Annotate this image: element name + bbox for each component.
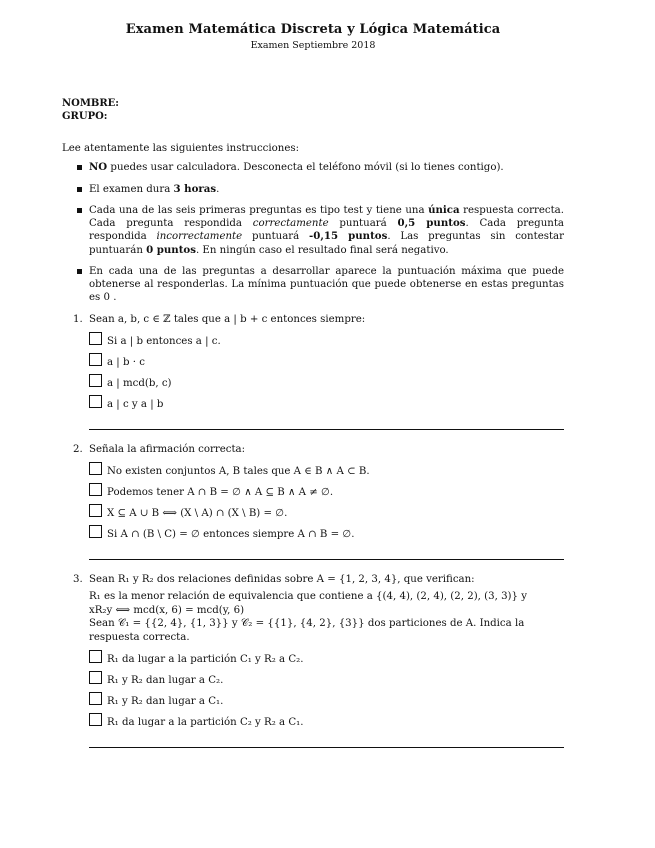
instruction-bold: -0,15 puntos bbox=[309, 230, 388, 243]
instruction-text: . En ningún caso el resultado final será negativo. bbox=[195, 244, 449, 256]
answer-checkbox[interactable] bbox=[89, 504, 102, 517]
name-label: NOMBRE: bbox=[62, 98, 119, 110]
instruction-text: puntuará bbox=[242, 231, 310, 243]
answer-option[interactable] bbox=[89, 528, 564, 542]
answer-label: R₁ y R₂ dan lugar a C₂. bbox=[107, 675, 224, 687]
answer-label: a | mcd(b, c) bbox=[107, 377, 172, 389]
question-text: Señala la afirmación correcta: bbox=[89, 443, 246, 455]
instruction-text: puntuará bbox=[328, 218, 398, 230]
answer-checkbox[interactable] bbox=[89, 462, 102, 475]
relation-r1: R₁ es la menor relación de equivalencia que contiene a {(4, 4), (2, 4), (2, 2), (3, 3)} y bbox=[89, 591, 528, 603]
instruction-text: En cada una de las preguntas a desarrollar aparece la puntuación máxima que puede obtenerse al responderlas. La mínima puntuación que puede obtenerse en estas preguntas es 0 . bbox=[89, 265, 564, 304]
instruction-item bbox=[62, 265, 564, 305]
answer-label: R₁ da lugar a la partición C₁ y R₂ a C₂. bbox=[107, 654, 304, 666]
answer-option[interactable] bbox=[89, 377, 564, 391]
instructions-list bbox=[62, 161, 564, 304]
answer-option[interactable] bbox=[89, 465, 564, 479]
instruction-text: respuesta correcta. Cada pregunta respondida bbox=[89, 204, 564, 230]
answer-label: Si A ∩ (B \ C) = ∅ entonces siempre A ∩ B = ∅. bbox=[107, 529, 355, 541]
question-number: 2. bbox=[73, 443, 83, 455]
answer-label: R₁ da lugar a la partición C₂ y R₂ a C₁. bbox=[107, 717, 304, 729]
answer-option[interactable] bbox=[89, 335, 564, 349]
question-3 bbox=[62, 573, 564, 730]
answer-checkbox[interactable] bbox=[89, 713, 102, 726]
answer-checkbox[interactable] bbox=[89, 332, 102, 345]
answer-checkbox[interactable] bbox=[89, 353, 102, 366]
instructions-intro: Lee atentamente las siguientes instrucciones: bbox=[62, 143, 300, 155]
instruction-text: . Las preguntas sin contestar puntuarán bbox=[89, 231, 564, 256]
instruction-bold: 3 horas bbox=[173, 182, 217, 195]
answer-option[interactable] bbox=[89, 716, 564, 730]
answer-options bbox=[89, 653, 564, 730]
instruction-text: El examen dura bbox=[89, 183, 174, 195]
answer-checkbox[interactable] bbox=[89, 671, 102, 684]
instruction-italic: correctamente bbox=[252, 218, 329, 230]
instruction-bold: NO bbox=[89, 161, 108, 174]
instruction-text: Cada una de las seis primeras preguntas es tipo test y tiene una bbox=[89, 204, 429, 216]
question-number: 3. bbox=[73, 574, 83, 586]
answer-checkbox[interactable] bbox=[89, 692, 102, 705]
answer-label: a | b · c bbox=[107, 356, 145, 368]
answer-option[interactable] bbox=[89, 356, 564, 370]
answer-checkbox[interactable] bbox=[89, 483, 102, 496]
answer-option[interactable] bbox=[89, 695, 564, 709]
answer-checkbox[interactable] bbox=[89, 395, 102, 408]
answer-checkbox[interactable] bbox=[89, 650, 102, 663]
answer-label: X ⊆ A ∪ B ⟺ (X \ A) ∩ (X \ B) = ∅. bbox=[107, 508, 288, 520]
answer-label: Si a | b entonces a | c. bbox=[107, 335, 221, 347]
group-label: GRUPO: bbox=[62, 110, 108, 122]
question-text: Sean R₁ y R₂ dos relaciones definidas sobre A = {1, 2, 3, 4}, que verifican: bbox=[89, 574, 475, 586]
instruction-item bbox=[62, 183, 564, 196]
question-text: Sean a, b, c ∈ ℤ tales que a | b + c entonces siempre: bbox=[89, 313, 366, 325]
question-1 bbox=[62, 313, 564, 412]
exam-title: Examen Matemática Discreta y Lógica Matemática bbox=[125, 22, 501, 37]
answer-checkbox[interactable] bbox=[89, 374, 102, 387]
relation-r2: xR₂y ⟺ mcd(x, 6) = mcd(y, 6) bbox=[89, 604, 245, 616]
exam-page bbox=[62, 22, 564, 761]
instruction-text: . bbox=[216, 183, 220, 195]
instruction-bold: única bbox=[428, 203, 460, 216]
question-number: 1. bbox=[73, 313, 83, 325]
answer-option[interactable] bbox=[89, 507, 564, 521]
instruction-italic: incorrectamente bbox=[156, 231, 243, 243]
instruction-bold: 0,5 puntos bbox=[397, 217, 466, 230]
answer-options bbox=[89, 335, 564, 412]
student-fields bbox=[62, 98, 564, 123]
answer-label: a | c y a | b bbox=[107, 398, 164, 410]
answer-option[interactable] bbox=[89, 674, 564, 688]
question-detail bbox=[89, 590, 564, 644]
answer-option[interactable] bbox=[89, 653, 564, 667]
question-divider bbox=[89, 429, 564, 430]
instruction-item bbox=[62, 161, 564, 174]
instruction-bold: 0 puntos bbox=[146, 243, 196, 256]
exam-subtitle: Examen Septiembre 2018 bbox=[250, 39, 376, 51]
question-2 bbox=[62, 443, 564, 542]
partitions: Sean 𝒞₁ = {{2, 4}, {1, 3}} y 𝒞₂ = {{1}, {4, 2}, {3}} dos particiones de A. Indica la respuesta correcta. bbox=[89, 618, 525, 643]
question-divider bbox=[89, 559, 564, 560]
answer-checkbox[interactable] bbox=[89, 525, 102, 538]
answer-label: No existen conjuntos A, B tales que A ∈ B ∧ A ⊂ B. bbox=[107, 466, 370, 478]
answer-label: Podemos tener A ∩ B = ∅ ∧ A ⊆ B ∧ A ≠ ∅. bbox=[107, 487, 334, 499]
answer-options bbox=[89, 465, 564, 542]
answer-option[interactable] bbox=[89, 398, 564, 412]
instruction-item bbox=[62, 204, 564, 257]
instruction-text: . Cada pregunta respondida bbox=[89, 218, 564, 243]
answer-option[interactable] bbox=[89, 486, 564, 500]
instruction-text: puedes usar calculadora. Desconecta el teléfono móvil (si lo tienes contigo). bbox=[107, 162, 504, 174]
question-divider bbox=[89, 747, 564, 748]
answer-label: R₁ y R₂ dan lugar a C₁. bbox=[107, 696, 224, 708]
